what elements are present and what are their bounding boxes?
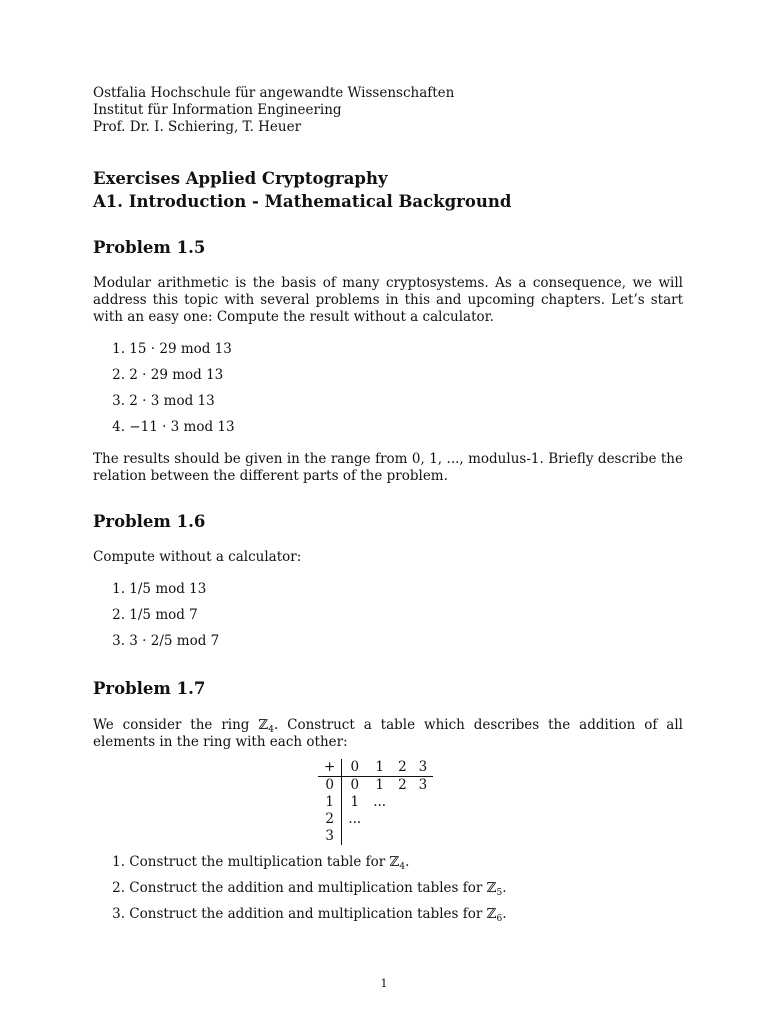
problem-1-6-list — [93, 581, 683, 650]
problem-1-7-heading: Problem 1.7 — [93, 679, 206, 698]
addition-table-block — [93, 759, 683, 842]
table-row-label: 3 — [318, 828, 342, 845]
list-item: 1. Construct the multiplication table for ℤ$_4$. — [112, 854, 410, 872]
problem-1-7-intro: We consider the ring ℤ$_4$. Construct a table which describes the addition of all elements in the ring with each other: — [93, 717, 683, 750]
table-operator: + — [318, 759, 342, 777]
addition-table — [318, 759, 433, 845]
table-cell — [392, 811, 413, 828]
table-cell: 2 — [398, 777, 407, 793]
table-cell — [413, 828, 434, 845]
list-item: 1. 1/5 mod 13 — [112, 581, 207, 597]
table-row — [318, 811, 433, 828]
document-title — [93, 167, 683, 213]
table-header-cell: 3 — [413, 759, 434, 777]
table-cell — [342, 828, 367, 845]
problem-1-5-heading: Problem 1.5 — [93, 238, 206, 257]
list-item: 3. 2 · 3 mod 13 — [112, 393, 215, 409]
list-item: 2. Construct the addition and multiplication tables for ℤ$_5$. — [112, 880, 507, 898]
table-row-label: 2 — [318, 811, 342, 828]
table-cell — [392, 794, 413, 811]
table-cell: 0 — [350, 777, 360, 793]
header-university: Ostfalia Hochschule für angewandte Wissenschaften — [93, 85, 455, 101]
list-item: 2. 2 · 29 mod 13 — [112, 367, 224, 383]
title-course: Exercises Applied Cryptography — [93, 169, 388, 188]
problem-1-7-list — [93, 854, 683, 923]
header-institute: Institut für Information Engineering — [93, 102, 342, 118]
table-cell: 3 — [418, 777, 428, 793]
problem-1-5-list — [93, 341, 683, 436]
table-header-cell: 0 — [342, 759, 367, 777]
table-cell: 1 — [375, 777, 384, 793]
table-row — [318, 794, 433, 811]
list-item: 1. 15 · 29 mod 13 — [112, 341, 232, 357]
list-item: 4. −11 · 3 mod 13 — [112, 419, 235, 435]
list-item: 2. 1/5 mod 7 — [112, 607, 198, 623]
table-cell: 1 — [350, 794, 360, 810]
table-cell: ... — [373, 794, 387, 810]
table-cell — [392, 828, 413, 845]
table-row-label: 1 — [318, 794, 342, 811]
table-cell — [413, 811, 434, 828]
table-row-label: 0 — [318, 777, 342, 795]
table-header-cell: 1 — [367, 759, 392, 777]
institution-header — [93, 85, 683, 136]
list-item: 3. Construct the addition and multiplication tables for ℤ$_6$. — [112, 906, 507, 924]
table-header-row — [318, 759, 433, 777]
page-number: 1 — [380, 977, 388, 990]
addition-table-wrap — [318, 759, 433, 845]
problem-1-5-outro: The results should be given in the range from 0, 1, ..., modulus-1. Briefly describe the relation between the different parts of the problem. — [93, 451, 683, 484]
table-header-cell: 2 — [392, 759, 413, 777]
problem-1-6-intro: Compute without a calculator: — [93, 549, 302, 565]
table-row — [318, 777, 433, 795]
table-row — [318, 828, 433, 845]
header-authors: Prof. Dr. I. Schiering, T. Heuer — [93, 119, 302, 135]
table-cell: ... — [348, 811, 362, 827]
problem-1-6-heading: Problem 1.6 — [93, 512, 206, 531]
table-cell — [367, 811, 392, 828]
title-chapter: A1. Introduction - Mathematical Background — [93, 192, 512, 211]
table-cell — [413, 794, 434, 811]
list-item: 3. 3 · 2/5 mod 7 — [112, 633, 220, 649]
table-cell — [367, 828, 392, 845]
document-page — [93, 85, 683, 923]
problem-1-5-intro: Modular arithmetic is the basis of many cryptosystems. As a consequence, we will address this topic with several problems in this and upcoming chapters. Let’s start with an easy one: Compute the result without a calculator. — [93, 275, 683, 325]
